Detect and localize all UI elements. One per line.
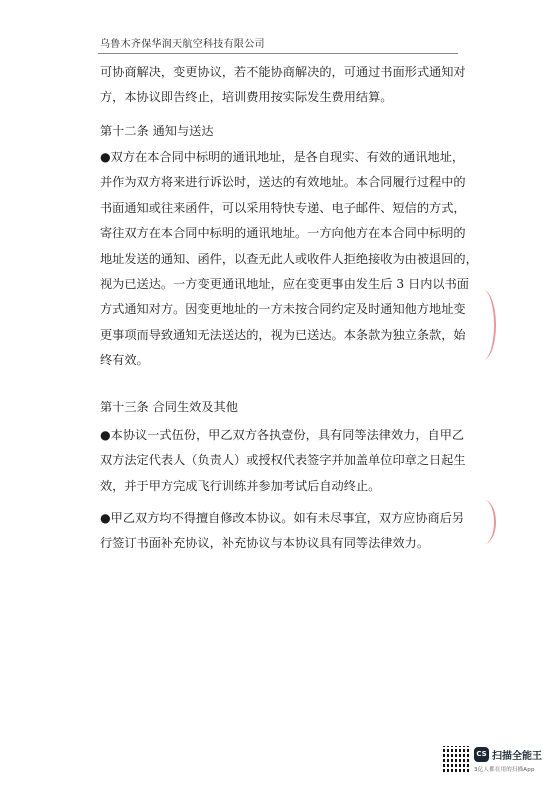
text-line: 并作为双方将来进行诉讼时，送达的有效地址。本合同履行过程中的 [100,175,466,190]
text-line: 双方法定代表人（负责人）或授权代表签字并加盖单位印章之日起生 [100,453,466,468]
paragraph-notice-delivery [100,145,478,374]
text-line: 更事项而导致通知无法送达的，视为已送达。本条款为独立条款，始 [100,327,466,342]
text-line: ●本协议一式伍份，甲乙双方各执壹份，具有同等法律效力，自甲乙 [100,428,465,442]
text-line: 终有效。 [100,353,149,368]
text-line: 地址发送的通知、函件，以查无此人或收件人拒绝接收为由被退回的， [100,251,478,266]
text-line: 行签订书面补充协议，补充协议与本协议具有同等法律效力。 [100,536,430,551]
seal-stamp-edge [470,290,496,360]
company-header: 乌鲁木齐保华润天航空科技有限公司 [100,39,265,50]
text-line: 寄往双方在本合同中标明的通讯地址。一方向他方在本合同中标明的 [100,226,466,241]
text-line: 方式通知对方。因变更地址的一方未按合同约定及时通知他方地址变 [100,302,466,317]
text-line: 效，并于甲方完成飞行训练并参加考试后自动终止。 [100,478,381,493]
paragraph-continuation [100,60,466,111]
text-line: ●甲乙双方均不得擅自修改本协议。如有未尽事宜，双方应协商后另 [100,511,465,525]
text-line: 方，本协议即告终止，培训费用按实际发生费用结算。 [100,90,393,105]
text-line: 可协商解决，变更协议，若不能协商解决的，可通过书面形式通知对 [100,65,466,79]
camscanner-logo-icon: CS [474,747,489,762]
section-heading-13 [100,395,460,420]
camscanner-brand: 扫描全能王 [492,751,542,762]
section-heading-12 [100,119,460,144]
text-line: 视为已送达。一方变更通讯地址，应在变更事由发生后 3 日内以书面 [100,277,469,292]
seal-stamp-edge [472,500,496,544]
camscanner-tagline: 3亿人都在用的扫描App [474,767,535,773]
text-line: ●双方在本合同中标明的通讯地址，是各自现实、有效的通讯地址， [100,150,465,164]
header-divider [98,53,458,54]
section-title: 第十二条 通知与送达 [100,124,214,138]
paragraph-amendment [100,506,465,557]
paragraph-effectiveness [100,423,466,499]
text-line: 书面通知或往来函件，可以采用特快专递、电子邮件、短信的方式， [100,200,466,215]
qr-code-icon [443,746,469,772]
section-title: 第十三条 合同生效及其他 [100,400,238,414]
